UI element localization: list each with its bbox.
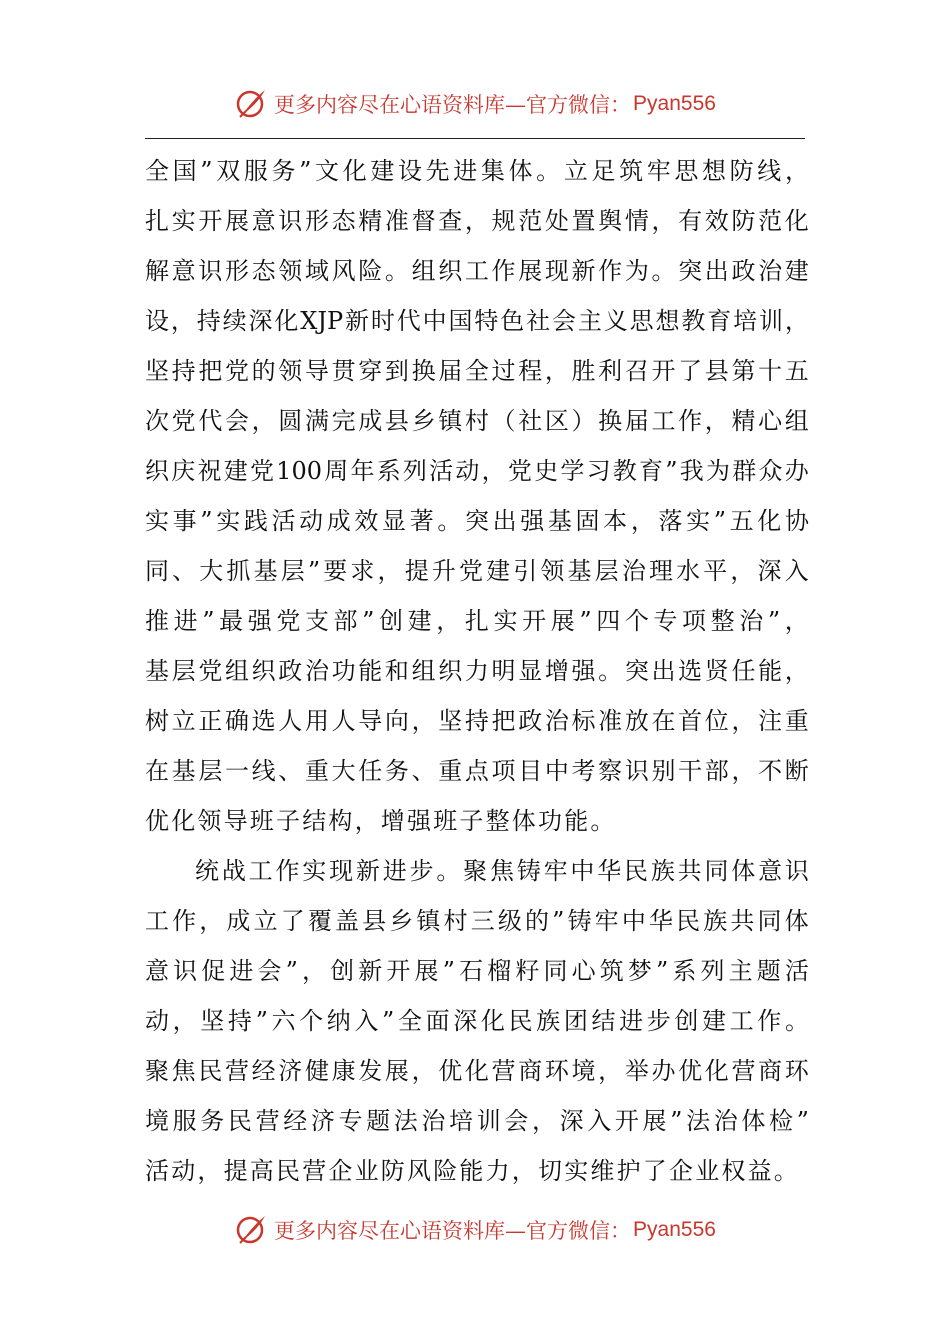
text-line: 扎 实 开 展 意 识 形 态 精 准 督 查 ， 规 范 处 置 舆 情 ， 有 效 防 范 化 bbox=[145, 207, 809, 235]
text-line: 次 党 代 会 ， 圆 满 完 成 县 乡 镇 村 （ 社 区 ） 换 届 工 作 ， 精 心 组 bbox=[145, 407, 809, 435]
wechat-id: Pyan556 bbox=[633, 92, 716, 115]
text-line: 同 、 大 抓 基 层 ” 要 求 ， 提 升 党 建 引 领 基 层 治 理 水 平 ， 深 入 bbox=[145, 557, 809, 585]
text-line: 设 ， 持 续 深 化 XJP 新 时 代 中 国 特 色 社 会 主 义 思 想 教 育 培 训 ， bbox=[145, 307, 809, 335]
text-line: 解 意 识 形 态 领 域 风 险 。 组 织 工 作 展 现 新 作 为 。 突 出 政 治 建 bbox=[145, 257, 809, 285]
banner-text: 更多内容尽在心语资料库—官方微信： bbox=[274, 1219, 632, 1243]
text-line: 工 作 ， 成 立 了 覆 盖 县 乡 镇 村 三 级 的 ” 铸 牢 中 华 民 族 共 同 体 bbox=[145, 907, 809, 935]
quill-logo-icon bbox=[234, 87, 268, 121]
text-line: 境 服 务 民 营 经 济 专 题 法 治 培 训 会 ， 深 入 开 展 ” 法 治 体 检 ” bbox=[145, 1107, 809, 1135]
text-line: 全 国 ” 双 服 务 ” 文 化 建 设 先 进 集 体 。 立 足 筑 牢 思 想 防 线 ， bbox=[145, 157, 809, 185]
body-text bbox=[145, 146, 809, 1196]
header-banner bbox=[0, 84, 950, 124]
header-divider bbox=[145, 138, 805, 139]
quill-logo-icon bbox=[234, 1213, 268, 1247]
text-line: 推 进 ” 最 强 党 支 部 ” 创 建 ， 扎 实 开 展 ” 四 个 专 项 整 治 ” ， bbox=[145, 607, 809, 635]
text-line: 树 立 正 确 选 人 用 人 导 向 ， 坚 持 把 政 治 标 准 放 在 首 位 ， 注 重 bbox=[145, 707, 809, 735]
text-line: 坚 持 把 党 的 领 导 贯 穿 到 换 届 全 过 程 ， 胜 利 召 开 了 县 第 十 五 bbox=[145, 357, 809, 385]
text-line: 意 识 促 进 会 ” ， 创 新 开 展 ” 石 榴 籽 同 心 筑 梦 ” 系 列 主 题 活 bbox=[145, 957, 809, 985]
wechat-id: Pyan556 bbox=[633, 1218, 716, 1241]
footer-banner bbox=[0, 1210, 950, 1250]
text-line: 活动，提高民营企业防风险能力，切实维护了企业权益。 bbox=[145, 1157, 800, 1185]
banner-text: 更多内容尽在心语资料库—官方微信： bbox=[274, 93, 632, 117]
text-line: 织 庆 祝 建 党 100 周 年 系 列 活 动 ， 党 史 学 习 教 育 ” 我 为 群 众 办 bbox=[145, 457, 809, 485]
text-line: 聚 焦 民 营 经 济 健 康 发 展 ， 优 化 营 商 环 境 ， 举 办 优 化 营 商 环 bbox=[145, 1057, 809, 1085]
text-line: 在 基 层 一 线 、 重 大 任 务 、 重 点 项 目 中 考 察 识 别 干 部 ， 不 断 bbox=[145, 757, 809, 785]
text-line: 实 事 ” 实 践 活 动 成 效 显 著 。 突 出 强 基 固 本 ， 落 实 ” 五 化 协 bbox=[145, 507, 809, 535]
text-line: 统 战 工 作 实 现 新 进 步 。 聚 焦 铸 牢 中 华 民 族 共 同 体 意 识 bbox=[195, 857, 809, 885]
text-line: 基 层 党 组 织 政 治 功 能 和 组 织 力 明 显 增 强 。 突 出 选 贤 任 能 ， bbox=[145, 657, 809, 685]
text-line: 优化领导班子结构，增强班子整体功能。 bbox=[145, 807, 617, 835]
text-line: 动 ， 坚 持 ” 六 个 纳 入 ” 全 面 深 化 民 族 团 结 进 步 创 建 工 作 。 bbox=[145, 1007, 809, 1035]
